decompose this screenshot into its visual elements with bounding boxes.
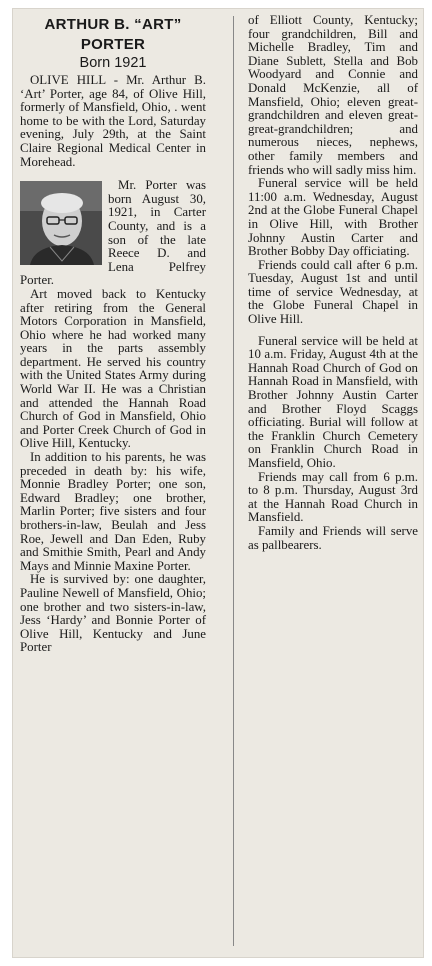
headline-name: ARTHUR B. “ART” [44, 16, 182, 33]
obituary-paragraph: He is survived by: one daughter, Pauline Newell of Mansfield, Ohio; one brother and two sisters-in-law, Jess ‘Hardy’ and Bonnie Porter of Olive Hill, Kentucky and June Porter [20, 572, 206, 655]
obituary-paragraph: OLIVE HILL - Mr. Arthur B. ‘Art’ Porter, age 84, of Olive Hill, formerly of Mansfield, Ohio, . went home to be with the Lord, Saturday evening, July 29th, at the Saint Claire Regional Medical Center in Morehead. [20, 73, 206, 169]
obituary-paragraph: Friends may call from 6 p.m. to 8 p.m. Thursday, August 3rd at the Hannah Road Church in Mansfield. [248, 469, 418, 525]
obituary-paragraph: Art moved back to Kentucky after retiring from the General Motors Corporation in Mansfield, Ohio where he had worked many years in the parts assembly department. He served his country with the United States Army during World War II. He was a Christian and attended the Hannah Road Church of God in Mansfield, Ohio and Porter Creek Church of God in Olive Hill, Kentucky. [20, 286, 206, 451]
right-column [248, 14, 418, 552]
obituary-paragraph: of Elliott County, Kentucky; four grandchildren, Bill and Michelle Bradley, Tim and Diane Sublett, Stella and Bob Woodyard and Connie and Donald McKenzie, all of Mansfield, Ohio; eleven great-grandchildren and eleven great-great-grandchildren; and numerous nieces, nephews, other family members and friends who will sadly miss him. [248, 13, 418, 177]
left-column [20, 14, 206, 655]
obituary-paragraph: Friends could call after 6 p.m. Tuesday, August 1st and until time of service Wednesday, at the Globe Funeral Chapel in Olive Hill. [248, 257, 418, 327]
obituary-paragraph: Mr. Porter was born August 30, 1921, in Carter County, and is a son of the late Reece D. and Lena Pelfrey Porter. [20, 178, 206, 288]
headline-surname: PORTER [80, 36, 146, 53]
newspaper-clipping [12, 8, 424, 958]
portrait-photo-icon [20, 181, 102, 265]
obituary-paragraph: Funeral service will be held at 10 a.m. Friday, August 4th at the Hannah Road Church of God on Hannah Road in Mansfield, with Brother Johnny Austin Carter and Brother Floyd Scaggs officiating. Burial will follow at the Franklin Church Cemetery on Franklin Church Road in Mansfield, Ohio. [248, 333, 418, 470]
birth-year-subhead: Born 1921 [79, 55, 147, 71]
photo-block [20, 179, 206, 288]
obituary-paragraph: Family and Friends will serve as pallbearers. [248, 523, 418, 552]
column-divider [233, 16, 234, 946]
obituary-paragraph: Funeral service will be held 11:00 a.m. Wednesday, August 2nd at the Globe Funeral Chapel in Olive Hill, with Brother Johnny Austin Carter and Brother Bobby Day officiating. [248, 176, 418, 259]
obituary-paragraph: In addition to his parents, he was preceded in death by: his wife, Monnie Bradley Porter; one son, Edward Bradley; one brother, Marlin Porter; five sisters and four brothers-in-law, Beulah and Jess Roe, Jewell and Dan Eden, Ruby and Smithie Smith, Pearl and Andy Mays and Minnie Maxine Porter. [20, 450, 206, 573]
